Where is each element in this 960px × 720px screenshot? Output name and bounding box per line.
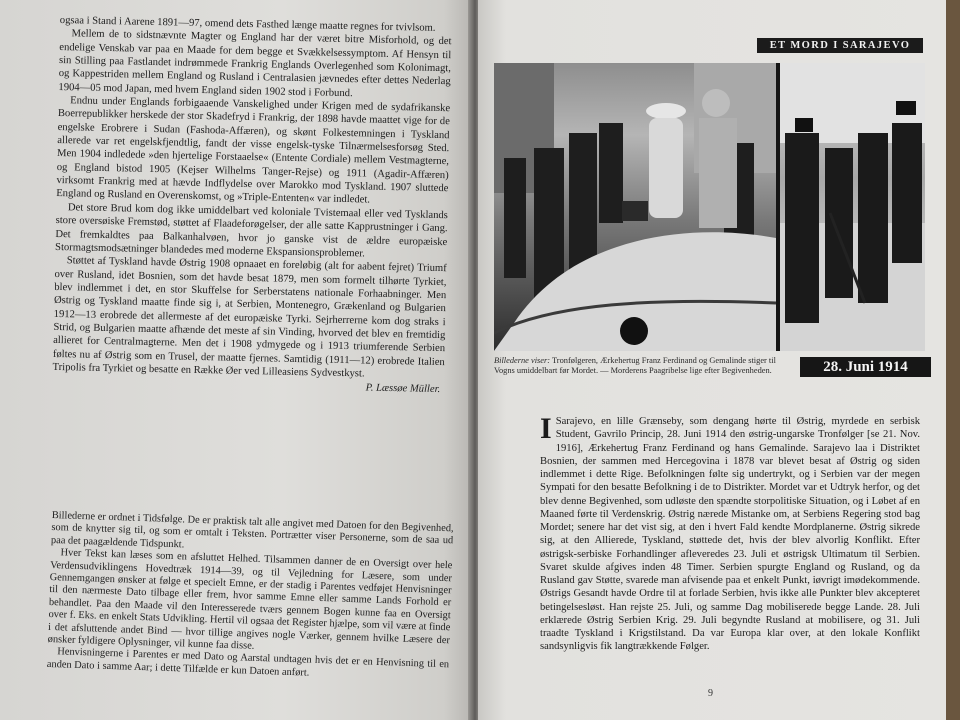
section-heading: ET MORD I SARAJEVO — [757, 38, 923, 53]
date-heading: 28. Juni 1914 — [800, 357, 931, 377]
left-paragraph: ogsaa i Stand i Aarene 1891—97, omend dets Fasthed længe maatte regnes for tvivlsom. — [59, 14, 436, 34]
left-page — [0, 0, 472, 720]
caption-lead: Billederne viser: — [494, 356, 551, 365]
drop-cap: I — [540, 412, 552, 445]
page-number: 9 — [708, 688, 713, 699]
left-paragraph: Det store Brud kom dog ikke umiddelbart ved koloniale Tvistemaal eller ved Tysklands store oversøiske Fremstød, støttet af Flaadeforøgelser, der alle satte Kapprustninger i Gang. Det fremkaldtes paa Balkanhalvøen, hvor jo ganske vist de ældre europæiske Stormagtsmodsætninger blandedes med moderne Ekspansionsproblemer. — [54, 202, 448, 260]
photo-archduke-boarding-car — [494, 63, 776, 351]
left-paragraph: Støttet af Tyskland havde Østrig 1908 opnaaet en foreløbig (alt for aabent fejret) Triumf over Rusland, idet Bosnien, som det havde besat 1879, men som formelt tilhørte Tyrkiet, blev indlemmet i det, en stor Skuffelse for Serberstatens nationale Forhaabninger. Men Østrig og Tyskland maatte finde sig i, at Serbien, Montenegro, Grækenland og Bulgarien 1912—13 erobrede det allermeste af det europæiske Tyrki. Sejrherrerne kom dog straks i Strid, og Bulgarien maatte afhænde det meste af sin Vinding, hvorved det blev en fremtidig allieret for Centralmagterne. Men det i 1908 ydmygede og i 1913 triumferende Serbien føltes nu af Østrig som en Trusel, der maatte fjernes. Samtidig (1911—12) erobrede Italien Tripolis fra Tyrkiet og besatte en Række Øer ved Lilleasiens Sydvestkyst. — [52, 255, 447, 380]
left-main-text — [52, 14, 452, 397]
note-paragraph: Hver Tekst kan læses som en afsluttet Helhed. Tilsammen danner de en Oversigt over hele Verdensudviklingens Hovedtræk 1914—39, og til Vejledning for Læsere, som under Gennemgangen ønsker at følge et specielt Emne, er der stadig i Parentes vedføjet Henvisninger til den nærmeste Dato tilbage eller frem, hvor samme Emne eller samme Lands Forhold er behandlet. Paa den Maade vil den Interesserede tværs gennem Bogen kunne faa en Oversigt over f. Eks. en enkelt Stats Udvikling. Hertil vil ogsaa det Register hjælpe, som vil være at finde i det afsluttende andet Bind — hvor tillige angives nogle Værker, gennem hvilke Læsere der ønsker fyldigere Oplysninger, vil kunne faa disse. — [47, 547, 453, 652]
photo-pair — [494, 63, 925, 351]
caption-text: Tronfølgeren, Ærkehertug Franz Ferdinand og Gemalinde stiger til Vogns umiddelbart før Mordet. — Morderens Paagribelse lige efter Begivenheden. — [494, 356, 776, 375]
author-signature: P. Læssøe Müller. — [365, 382, 441, 396]
photo-caption — [494, 356, 794, 376]
left-paragraph: Endnu under Englands forbigaaende Vanskelighed under Krigen med de sydafrikanske Boerrepublikker herskede der stor Skadefryd i Frankrig, der 1898 havde maattet vige for de engelske Erobrere i Sudan (Fashoda-Affæren), og skønt Folkestemningen i Tyskland allerede var ret engelskfjendtlig, fandt der visse engelsk-tyske Tilnærmelsesforsøg Sted. Men 1904 indledede »den hjertelige Forstaaelse« (Entente Cordiale) mellem Vestmagterne, og England bistod 1905 (Kejser Wilhelms Tanger-Rejse) og 1911 (Agadir-Affæren) virksomt Frankrig med at hævde Indflydelse over Marokko mod Tyskland. 1907 sluttede England og Rusland en Overenskomst, og »Triple-Ententen« var indledet. — [56, 95, 451, 207]
note-paragraph: Henvisningerne i Parentes er med Dato og Aarstal undtagen hvis det er en Henvisning til en anden Dato i samme Aar; i dette Tilfælde er kun Datoen anført. — [46, 646, 450, 679]
left-notes — [47, 510, 454, 685]
article-body: Sarajevo, en lille Grænseby, som dengang hørte til Østrig, myrdede en serbisk Student, Gavrilo Princip, 28. Juni 1914 den østrig-ungarske Tronfølger [se 21. Nov. 1916], Ærkehertug Franz Ferdinand og hans Gemalinde. Sarajevo laa i Distriktet Bosnien, der sammen med Hercegovina i 1878 var blevet besat af Østrig og siden indlemmet i dette Rige. Befolkningen følte sig undertrykt, og i Serbien var der megen Sympati for den besatte Befolkning i de to Distrikter. Mordet var et Udtryk herfor, og det blev denne Begivenhed, som udløste den spændte storpolitiske Situation, og i Løbet af en Maaned førte til Verdenskrig. Østrig nærede Mistanke om, at Serbiens Regering stod bag Mordet; senere har det vist sig, at den i hvert Fald kendte Mordplanerne. Østrig sikrede sig, at den Allierede, Tyskland, støttede det, hvis der blev alvorlig Konflikt. Efter østrigsk-serbiske Forhandlinger afleveredes 23. Juli et østrigsk Ultimatum til Serbien. Svaret skulde afgives inden 48 Timer. Serbien spurgte England og Rusland, og da Rusland gav Støtte, svarede man afvisende paa et enkelt Punkt, iøvrigt imødekommende. Østrigs Gesandt havde Ordre til at forlade Serbien, hvis ikke alle Punkter blev akcepteret betingelsesløst. Han rejste 25. Juli, og samme Dag mobiliserede begge Lande. 28. Juli erklærede Østrig Serbien Krig. 29. Juli begyndte Rusland at mobilisere, og 31. Juli traadte Tyskland i Krigstilstand. Da var Europa klar over, at den lokale Konflikt sandsynligvis fik langtrækkende Følger. — [540, 416, 920, 653]
note-paragraph: Billederne er ordnet i Tidsfølge. De er praktisk talt alle angivet med Datoen for den Begivenhed, som de knytter sig til, og som er omtalt i Teksten. Portrætter viser Personerne, som de saa ud paa det paagældende Tidspunkt. — [50, 510, 454, 551]
article-text — [540, 412, 920, 654]
photo-assassin-arrest — [780, 63, 925, 351]
left-paragraph: Mellem de to sidstnævnte Magter og England har der været bitre Misforhold, og det endelige Venskab var paa en Maade for dem begge et Svækkelsessymptom. Af Hensyn til sin Stilling paa Fastlandet indrømmede Frankrig Englands Overlegenhed som Kolonimagt, og Kappestriden mellem England og Rusland i Centralasien jævnedes efter dettes Nederlag 1904—05 mod Japan, med hvem England siden 1902 stod i Forbund. — [58, 28, 452, 99]
